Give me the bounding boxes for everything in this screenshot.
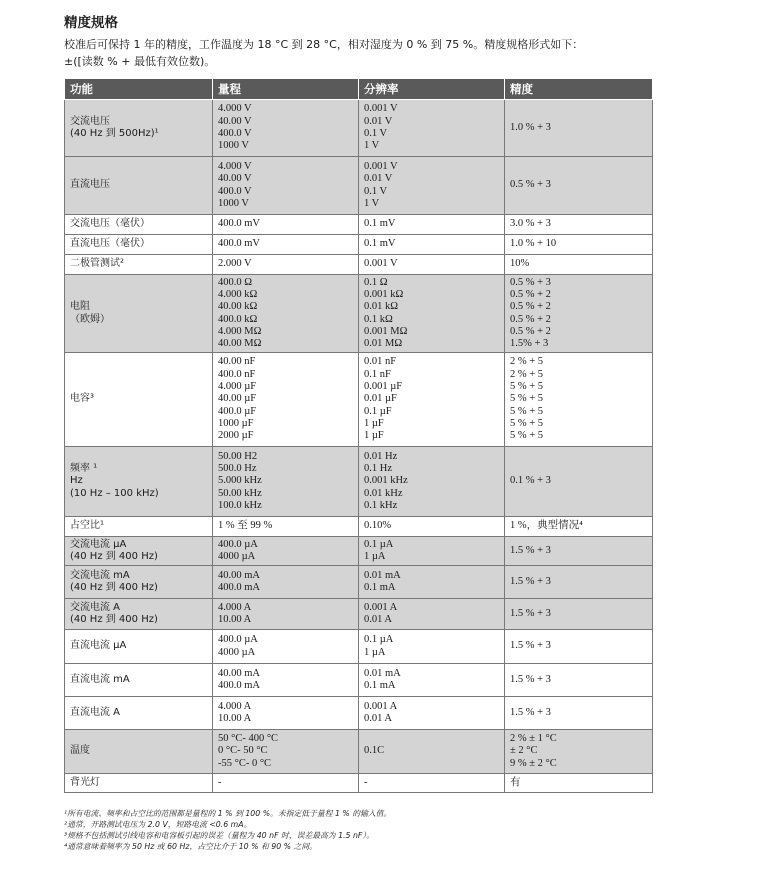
cell-range: 40.00 mA 400.0 mA — [213, 664, 359, 697]
cell-range: 40.00 nF 400.0 nF 4.000 µF 40.00 µF 400.0 µF 1000 µF 2000 µF — [213, 353, 359, 447]
cell-resolution: 0.01 Hz 0.1 Hz 0.001 kHz 0.01 kHz 0.1 kHz — [359, 447, 505, 517]
cell-function: 温度 — [65, 730, 213, 774]
footnote-4: ⁴通常意味着频率为 50 Hz 或 60 Hz，占空比介于 10 % 和 90 % 之间。 — [64, 842, 317, 851]
table-row — [65, 235, 653, 255]
cell-function: 电阻 （欧姆） — [65, 275, 213, 353]
page-title: 精度规格 — [64, 15, 118, 31]
table-row — [65, 697, 653, 730]
table-row — [65, 275, 653, 353]
cell-function: 直流电压（毫伏） — [65, 235, 213, 255]
cell-function: 交流电压（毫伏） — [65, 215, 213, 235]
footnotes — [64, 808, 391, 852]
cell-accuracy: 0.5 % + 3 — [505, 157, 653, 215]
cell-function: 频率 ¹ Hz (10 Hz – 100 kHz) — [65, 447, 213, 517]
table-row — [65, 537, 653, 566]
table-row — [65, 517, 653, 537]
cell-function: 直流电流 A — [65, 697, 213, 730]
intro-line-2: ±([读数 % + 最低有效位数)。 — [64, 55, 216, 68]
cell-range: 50.00 H2 500.0 Hz 5.000 kHz 50.00 kHz 100.0 kHz — [213, 447, 359, 517]
cell-function: 电容³ — [65, 353, 213, 447]
cell-resolution: 0.001 V 0.01 V 0.1 V 1 V — [359, 100, 505, 157]
cell-function: 二极管测试² — [65, 255, 213, 275]
cell-resolution: 0.01 mA 0.1 mA — [359, 664, 505, 697]
cell-resolution: 0.1 µA 1 µA — [359, 537, 505, 566]
cell-accuracy: 10% — [505, 255, 653, 275]
cell-resolution: 0.001 V 0.01 V 0.1 V 1 V — [359, 157, 505, 215]
cell-accuracy: 有 — [505, 774, 653, 793]
cell-function: 交流电流 µA (40 Hz 到 400 Hz) — [65, 537, 213, 566]
cell-accuracy: 1.5 % + 3 — [505, 697, 653, 730]
cell-accuracy: 1.5 % + 3 — [505, 664, 653, 697]
cell-accuracy: 1 %，典型情况⁴ — [505, 517, 653, 537]
cell-resolution: 0.01 mA 0.1 mA — [359, 566, 505, 599]
cell-resolution: 0.1 µA 1 µA — [359, 630, 505, 664]
cell-resolution: 0.1 mV — [359, 235, 505, 255]
cell-accuracy: 1.5 % + 3 — [505, 566, 653, 599]
cell-resolution: 0.1 Ω 0.001 kΩ 0.01 kΩ 0.1 kΩ 0.001 MΩ 0.01 MΩ — [359, 275, 505, 353]
cell-range: 4.000 A 10.00 A — [213, 697, 359, 730]
header-accuracy: 精度 — [505, 79, 653, 100]
header-function: 功能 — [65, 79, 213, 100]
cell-resolution: 0.001 A 0.01 A — [359, 697, 505, 730]
cell-resolution: 0.10% — [359, 517, 505, 537]
cell-range: 400.0 Ω 4.000 kΩ 40.00 kΩ 400.0 kΩ 4.000 MΩ 40.00 MΩ — [213, 275, 359, 353]
cell-resolution: 0.1 mV — [359, 215, 505, 235]
cell-function: 交流电流 A (40 Hz 到 400 Hz) — [65, 599, 213, 630]
table-row — [65, 630, 653, 664]
cell-resolution: - — [359, 774, 505, 793]
table-row — [65, 599, 653, 630]
table-header-row — [65, 79, 653, 100]
table-row — [65, 255, 653, 275]
table-row — [65, 353, 653, 447]
table-row — [65, 100, 653, 157]
header-resolution: 分辨率 — [359, 79, 505, 100]
cell-range: 400.0 µA 4000 µA — [213, 537, 359, 566]
cell-accuracy: 1.5 % + 3 — [505, 599, 653, 630]
cell-accuracy: 0.1 % + 3 — [505, 447, 653, 517]
table-row — [65, 664, 653, 697]
cell-accuracy: 1.5 % + 3 — [505, 630, 653, 664]
cell-range: 2.000 V — [213, 255, 359, 275]
cell-range: 400.0 mV — [213, 215, 359, 235]
cell-range: 4.000 V 40.00 V 400.0 V 1000 V — [213, 100, 359, 157]
cell-function: 交流电流 mA (40 Hz 到 400 Hz) — [65, 566, 213, 599]
cell-range: 400.0 mV — [213, 235, 359, 255]
cell-resolution: 0.01 nF 0.1 nF 0.001 µF 0.01 µF 0.1 µF 1 µF 1 µF — [359, 353, 505, 447]
table-row — [65, 215, 653, 235]
cell-function: 交流电压 (40 Hz 到 500Hz)¹ — [65, 100, 213, 157]
cell-range: 1 % 至 99 % — [213, 517, 359, 537]
header-range: 量程 — [213, 79, 359, 100]
cell-accuracy: 3.0 % + 3 — [505, 215, 653, 235]
cell-resolution: 0.1C — [359, 730, 505, 774]
cell-accuracy: 1.0 % + 10 — [505, 235, 653, 255]
table-row — [65, 730, 653, 774]
footnote-2: ²通常，开路测试电压为 2.0 V，短路电流 <0.6 mA。 — [64, 820, 252, 829]
footnote-3: ³规格不包括测试引线电容和电容板引起的误差（量程为 40 nF 时，误差最高为 1.5 nF）。 — [64, 831, 375, 840]
cell-range: 4.000 V 40.00 V 400.0 V 1000 V — [213, 157, 359, 215]
cell-function: 直流电流 mA — [65, 664, 213, 697]
table-row — [65, 774, 653, 793]
cell-function: 占空比¹ — [65, 517, 213, 537]
footnote-1: ¹所有电流、频率和占空比的范围都是量程的 1 % 到 100 %。未指定低于量程 1 % 的输入值。 — [64, 809, 392, 818]
intro-line-1: 校准后可保持 1 年的精度，工作温度为 18 °C 到 28 °C，相对湿度为 0 % 到 75 %。精度规格形式如下： — [64, 38, 584, 51]
cell-function: 直流电压 — [65, 157, 213, 215]
cell-range: 40.00 mA 400.0 mA — [213, 566, 359, 599]
cell-resolution: 0.001 A 0.01 A — [359, 599, 505, 630]
accuracy-spec-table — [64, 78, 653, 793]
table-row — [65, 157, 653, 215]
cell-accuracy: 2 % ± 1 °C ± 2 °C 9 % ± 2 °C — [505, 730, 653, 774]
table-row — [65, 447, 653, 517]
cell-accuracy: 2 % + 5 2 % + 5 5 % + 5 5 % + 5 5 % + 5 5 % + 5 5 % + 5 — [505, 353, 653, 447]
cell-range: 50 °C- 400 °C 0 °C- 50 °C -55 °C- 0 °C — [213, 730, 359, 774]
cell-accuracy: 1.5 % + 3 — [505, 537, 653, 566]
cell-range: 400.0 µA 4000 µA — [213, 630, 359, 664]
cell-accuracy: 1.0 % + 3 — [505, 100, 653, 157]
cell-function: 背光灯 — [65, 774, 213, 793]
table-row — [65, 566, 653, 599]
cell-resolution: 0.001 V — [359, 255, 505, 275]
cell-accuracy: 0.5 % + 3 0.5 % + 2 0.5 % + 2 0.5 % + 2 0.5 % + 2 1.5% + 3 — [505, 275, 653, 353]
cell-range: 4.000 A 10.00 A — [213, 599, 359, 630]
cell-range: - — [213, 774, 359, 793]
cell-function: 直流电流 µA — [65, 630, 213, 664]
intro-text — [64, 36, 583, 70]
